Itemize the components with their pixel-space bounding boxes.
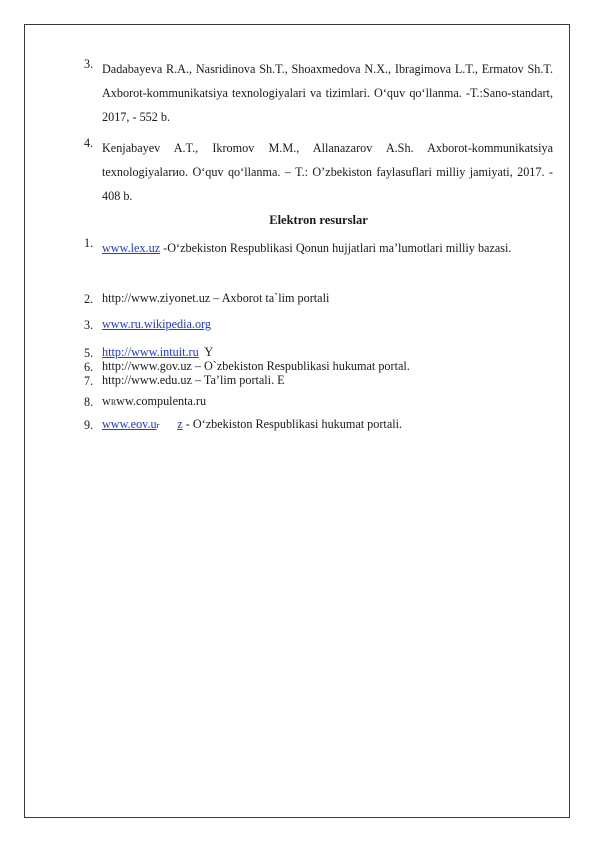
item-number: 3. [84, 318, 94, 332]
item-text: http://www.gov.uz – O`zbekiston Respublikasi hukumat portal. [102, 359, 410, 373]
section-heading: Elektron resurslar [269, 213, 368, 227]
resource-link[interactable]: www.ru.wikipedia.org [102, 317, 211, 331]
item-text: http://www.ziyonet.uz – Axborot ta`lim portali [102, 291, 330, 305]
item-text [102, 318, 553, 331]
item-text: www.eov.ur z - O‘zbekiston Respublikasi hukumat portali. [102, 417, 403, 431]
item-number: 5. [84, 346, 94, 360]
item-text: http://www.intuit.ru Y [102, 345, 214, 359]
item-text: wRww.compulenta.ru [102, 394, 207, 408]
resource-link[interactable]: z [177, 417, 183, 431]
item-number: 9. [84, 418, 94, 432]
item-number: 3. [84, 57, 94, 71]
item-number: 6. [84, 360, 94, 374]
resource-link[interactable]: http://www.intuit.ru [102, 345, 199, 359]
item-number: 1. [84, 236, 94, 250]
item-number: 2. [84, 292, 94, 306]
item-number: 7. [84, 374, 94, 388]
resource-link[interactable]: www.eov.u [102, 417, 157, 431]
item-text: http://www.edu.uz – Ta’lim portali. E [102, 373, 285, 387]
item-number: 4. [84, 136, 94, 150]
item-text: Dadabayeva R.A., Nasridinova Sh.T., Shoaxmedova N.X., Ibragimova L.T., Ermatov Sh.T. Axborot-kommunikatsiya texnologiyalari va tizimlari. O‘quv qo‘llanma. -T.:Sano-standart, 2017, - 552 b. [102, 62, 553, 124]
item-text: www.lex.uz -O‘zbekiston Respublikasi Qonun hujjatlari ma’lumotlari milliy bazasi. [102, 241, 512, 255]
item-number: 8. [84, 395, 94, 409]
resource-link[interactable]: www.lex.uz [102, 241, 161, 255]
item-text: Kenjabayev A.T., Ikromov M.M., Allanazarov A.Sh. Axborot-kommunikatsiya texnologiyalarиo. O‘quv qo‘llanma. – T.: O’zbekiston faylasuflari milliy jamiyati, 2017. - 408 b. [102, 141, 553, 203]
